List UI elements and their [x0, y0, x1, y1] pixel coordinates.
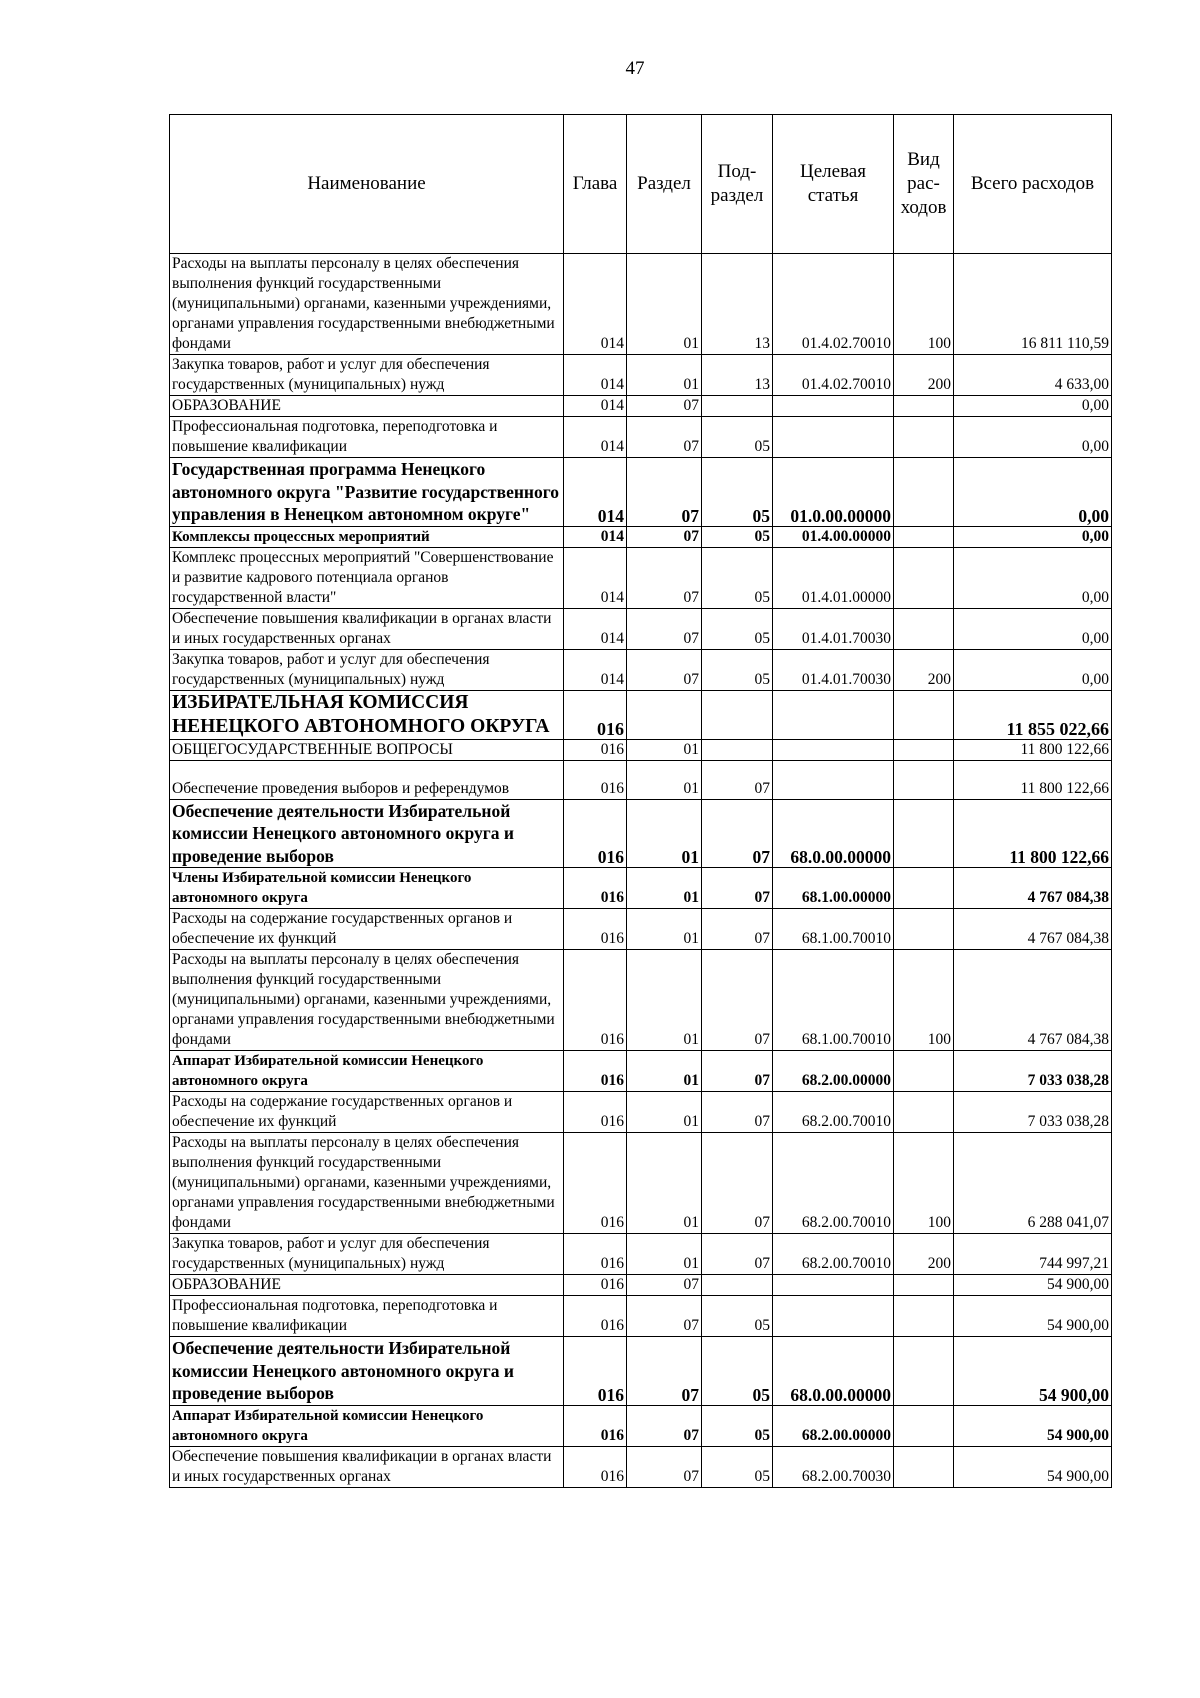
- cell-tselevaya: 68.0.00.00000: [773, 1337, 894, 1406]
- cell-vid: [894, 1405, 954, 1446]
- cell-tselevaya: 01.4.02.70010: [773, 355, 894, 396]
- cell-razdel: 07: [627, 1446, 702, 1487]
- cell-razdel: 07: [627, 1275, 702, 1296]
- cell-name: Обеспечение деятельности Избирательной комиссии Ненецкого автономного округа и проведение выборов: [170, 799, 564, 868]
- cell-podrazdel: 07: [702, 1092, 773, 1133]
- cell-glava: 016: [564, 739, 627, 760]
- cell-glava: 016: [564, 760, 627, 799]
- cell-podrazdel: 07: [702, 1051, 773, 1092]
- cell-vid: [894, 547, 954, 608]
- cell-razdel: 07: [627, 547, 702, 608]
- cell-razdel: 07: [627, 526, 702, 547]
- cell-name: Закупка товаров, работ и услуг для обеспечения государственных (муниципальных) нужд: [170, 649, 564, 690]
- cell-vid: 200: [894, 1234, 954, 1275]
- cell-tselevaya: 68.1.00.00000: [773, 868, 894, 909]
- cell-glava: 016: [564, 690, 627, 739]
- cell-vid: [894, 1337, 954, 1406]
- cell-razdel: 01: [627, 355, 702, 396]
- cell-name: ОБЩЕГОСУДАРСТВЕННЫЕ ВОПРОСЫ: [170, 739, 564, 760]
- cell-glava: 014: [564, 254, 627, 355]
- cell-vid: 200: [894, 355, 954, 396]
- cell-tselevaya: 01.4.01.70030: [773, 649, 894, 690]
- cell-razdel: 01: [627, 1092, 702, 1133]
- cell-tselevaya: 68.1.00.70010: [773, 950, 894, 1051]
- cell-name: Обеспечение деятельности Избирательной комиссии Ненецкого автономного округа и проведение выборов: [170, 1337, 564, 1406]
- table-row: [170, 254, 1112, 355]
- header-glava: Глава: [564, 115, 627, 254]
- header-tselevaya: Целевая статья: [773, 115, 894, 254]
- cell-total: 4 767 084,38: [954, 909, 1112, 950]
- cell-total: 11 800 122,66: [954, 739, 1112, 760]
- cell-tselevaya: 68.2.00.70010: [773, 1092, 894, 1133]
- cell-tselevaya: 01.4.01.00000: [773, 547, 894, 608]
- cell-tselevaya: 68.1.00.70010: [773, 909, 894, 950]
- cell-vid: [894, 909, 954, 950]
- cell-tselevaya: 01.0.00.00000: [773, 458, 894, 527]
- cell-razdel: 07: [627, 458, 702, 527]
- cell-glava: 016: [564, 1296, 627, 1337]
- table-row: [170, 526, 1112, 547]
- header-vid: Вид рас-ходов: [894, 115, 954, 254]
- cell-total: 11 855 022,66: [954, 690, 1112, 739]
- cell-name: Профессиональная подготовка, переподготовка и повышение квалификации: [170, 417, 564, 458]
- cell-razdel: 01: [627, 909, 702, 950]
- cell-total: 6 288 041,07: [954, 1133, 1112, 1234]
- cell-vid: [894, 739, 954, 760]
- cell-podrazdel: 07: [702, 799, 773, 868]
- cell-glava: 016: [564, 909, 627, 950]
- table-row: [170, 950, 1112, 1051]
- cell-razdel: 07: [627, 1337, 702, 1406]
- cell-podrazdel: 07: [702, 868, 773, 909]
- cell-podrazdel: 07: [702, 1234, 773, 1275]
- cell-vid: [894, 1296, 954, 1337]
- cell-podrazdel: 05: [702, 1337, 773, 1406]
- table-body: [170, 254, 1112, 1488]
- table-row: [170, 868, 1112, 909]
- cell-vid: 100: [894, 1133, 954, 1234]
- cell-total: 0,00: [954, 547, 1112, 608]
- cell-glava: 016: [564, 950, 627, 1051]
- cell-podrazdel: 07: [702, 909, 773, 950]
- header-podrazdel: Под-раздел: [702, 115, 773, 254]
- cell-podrazdel: 13: [702, 254, 773, 355]
- cell-podrazdel: 05: [702, 458, 773, 527]
- cell-glava: 016: [564, 799, 627, 868]
- table-row: [170, 1234, 1112, 1275]
- header-name: Наименование: [170, 115, 564, 254]
- table-row: [170, 1051, 1112, 1092]
- cell-glava: 016: [564, 1337, 627, 1406]
- cell-vid: [894, 526, 954, 547]
- table-row: [170, 458, 1112, 527]
- table-row: [170, 739, 1112, 760]
- cell-razdel: 01: [627, 868, 702, 909]
- cell-vid: [894, 760, 954, 799]
- cell-name: Расходы на содержание государственных органов и обеспечение их функций: [170, 909, 564, 950]
- cell-tselevaya: 01.4.00.00000: [773, 526, 894, 547]
- cell-name: Профессиональная подготовка, переподготовка и повышение квалификации: [170, 1296, 564, 1337]
- cell-vid: [894, 417, 954, 458]
- cell-vid: 100: [894, 950, 954, 1051]
- cell-podrazdel: [702, 739, 773, 760]
- table-row: [170, 909, 1112, 950]
- cell-glava: 016: [564, 868, 627, 909]
- cell-razdel: 01: [627, 739, 702, 760]
- header-razdel: Раздел: [627, 115, 702, 254]
- cell-podrazdel: 05: [702, 1296, 773, 1337]
- cell-glava: 014: [564, 396, 627, 417]
- cell-name: Комплекс процессных мероприятий "Совершенствование и развитие кадрового потенциала органов государственной власти": [170, 547, 564, 608]
- cell-razdel: 07: [627, 649, 702, 690]
- cell-tselevaya: 68.2.00.70030: [773, 1446, 894, 1487]
- table-row: [170, 1337, 1112, 1406]
- cell-total: 11 800 122,66: [954, 799, 1112, 868]
- cell-podrazdel: 07: [702, 950, 773, 1051]
- cell-glava: 014: [564, 547, 627, 608]
- expenditure-table: [169, 114, 1112, 1488]
- cell-podrazdel: [702, 1275, 773, 1296]
- cell-tselevaya: 01.4.02.70010: [773, 254, 894, 355]
- cell-vid: [894, 1275, 954, 1296]
- cell-name: Обеспечение повышения квалификации в органах власти и иных государственных органах: [170, 1446, 564, 1487]
- cell-glava: 016: [564, 1051, 627, 1092]
- cell-total: 0,00: [954, 526, 1112, 547]
- table-row: [170, 649, 1112, 690]
- cell-total: 54 900,00: [954, 1296, 1112, 1337]
- header-total: Всего расходов: [954, 115, 1112, 254]
- cell-razdel: 01: [627, 254, 702, 355]
- cell-total: 0,00: [954, 649, 1112, 690]
- cell-vid: [894, 458, 954, 527]
- table-row: [170, 1446, 1112, 1487]
- cell-podrazdel: 07: [702, 760, 773, 799]
- table-row: [170, 417, 1112, 458]
- cell-name: Аппарат Избирательной комиссии Ненецкого автономного округа: [170, 1051, 564, 1092]
- cell-name: Комплексы процессных мероприятий: [170, 526, 564, 547]
- cell-vid: [894, 1051, 954, 1092]
- cell-total: 0,00: [954, 458, 1112, 527]
- cell-total: 4 767 084,38: [954, 868, 1112, 909]
- cell-tselevaya: 68.0.00.00000: [773, 799, 894, 868]
- cell-name: Члены Избирательной комиссии Ненецкого автономного округа: [170, 868, 564, 909]
- table-header-row: [170, 115, 1112, 254]
- cell-vid: [894, 1446, 954, 1487]
- cell-podrazdel: 05: [702, 417, 773, 458]
- cell-total: 54 900,00: [954, 1275, 1112, 1296]
- table-row: [170, 1133, 1112, 1234]
- cell-total: 54 900,00: [954, 1446, 1112, 1487]
- cell-name: Закупка товаров, работ и услуг для обеспечения государственных (муниципальных) нужд: [170, 355, 564, 396]
- cell-vid: [894, 608, 954, 649]
- cell-name: Обеспечение проведения выборов и референдумов: [170, 760, 564, 799]
- cell-razdel: 01: [627, 760, 702, 799]
- cell-name: Расходы на выплаты персоналу в целях обеспечения выполнения функций государственными (муниципальными) органами, казенными учреждениями, органами управления государственными внебюджетными фондами: [170, 1133, 564, 1234]
- cell-total: 54 900,00: [954, 1405, 1112, 1446]
- cell-podrazdel: 05: [702, 547, 773, 608]
- cell-glava: 014: [564, 608, 627, 649]
- cell-razdel: 01: [627, 799, 702, 868]
- cell-glava: 016: [564, 1133, 627, 1234]
- cell-name: Государственная программа Ненецкого автономного округа "Развитие государственного управления в Ненецком автономном округе": [170, 458, 564, 527]
- table-row: [170, 1275, 1112, 1296]
- cell-total: 7 033 038,28: [954, 1092, 1112, 1133]
- cell-vid: [894, 396, 954, 417]
- cell-razdel: 07: [627, 417, 702, 458]
- cell-razdel: 01: [627, 950, 702, 1051]
- cell-total: 54 900,00: [954, 1337, 1112, 1406]
- cell-podrazdel: 05: [702, 1405, 773, 1446]
- cell-total: 11 800 122,66: [954, 760, 1112, 799]
- cell-glava: 014: [564, 355, 627, 396]
- table-row: [170, 690, 1112, 739]
- cell-tselevaya: [773, 417, 894, 458]
- cell-total: 7 033 038,28: [954, 1051, 1112, 1092]
- cell-razdel: 07: [627, 608, 702, 649]
- cell-razdel: 07: [627, 396, 702, 417]
- cell-podrazdel: [702, 396, 773, 417]
- cell-vid: [894, 799, 954, 868]
- cell-name: ИЗБИРАТЕЛЬНАЯ КОМИССИЯ НЕНЕЦКОГО АВТОНОМНОГО ОКРУГА: [170, 690, 564, 739]
- cell-glava: 016: [564, 1234, 627, 1275]
- cell-glava: 014: [564, 417, 627, 458]
- table-row: [170, 1405, 1112, 1446]
- cell-glava: 016: [564, 1405, 627, 1446]
- cell-glava: 016: [564, 1446, 627, 1487]
- cell-tselevaya: 01.4.01.70030: [773, 608, 894, 649]
- cell-name: Закупка товаров, работ и услуг для обеспечения государственных (муниципальных) нужд: [170, 1234, 564, 1275]
- table-row: [170, 760, 1112, 799]
- cell-vid: 100: [894, 254, 954, 355]
- cell-glava: 016: [564, 1275, 627, 1296]
- cell-total: 0,00: [954, 417, 1112, 458]
- table-row: [170, 1092, 1112, 1133]
- cell-tselevaya: [773, 396, 894, 417]
- cell-tselevaya: [773, 1275, 894, 1296]
- cell-total: 744 997,21: [954, 1234, 1112, 1275]
- cell-razdel: 01: [627, 1051, 702, 1092]
- cell-podrazdel: 05: [702, 608, 773, 649]
- cell-glava: 014: [564, 458, 627, 527]
- cell-total: 4 767 084,38: [954, 950, 1112, 1051]
- cell-vid: [894, 1092, 954, 1133]
- cell-tselevaya: [773, 1296, 894, 1337]
- table-row: [170, 547, 1112, 608]
- table-row: [170, 396, 1112, 417]
- cell-glava: 016: [564, 1092, 627, 1133]
- cell-podrazdel: 05: [702, 1446, 773, 1487]
- cell-total: 4 633,00: [954, 355, 1112, 396]
- cell-glava: 014: [564, 649, 627, 690]
- cell-tselevaya: 68.2.00.00000: [773, 1405, 894, 1446]
- table-row: [170, 799, 1112, 868]
- cell-tselevaya: [773, 739, 894, 760]
- cell-name: Расходы на выплаты персоналу в целях обеспечения выполнения функций государственными (муниципальными) органами, казенными учреждениями, органами управления государственными внебюджетными фондами: [170, 254, 564, 355]
- cell-name: Аппарат Избирательной комиссии Ненецкого автономного округа: [170, 1405, 564, 1446]
- cell-razdel: 07: [627, 1296, 702, 1337]
- cell-tselevaya: 68.2.00.70010: [773, 1234, 894, 1275]
- cell-vid: [894, 868, 954, 909]
- cell-tselevaya: 68.2.00.70010: [773, 1133, 894, 1234]
- cell-podrazdel: 07: [702, 1133, 773, 1234]
- cell-razdel: 01: [627, 1133, 702, 1234]
- cell-podrazdel: [702, 690, 773, 739]
- cell-razdel: [627, 690, 702, 739]
- cell-podrazdel: 13: [702, 355, 773, 396]
- cell-vid: [894, 690, 954, 739]
- cell-podrazdel: 05: [702, 526, 773, 547]
- cell-tselevaya: 68.2.00.00000: [773, 1051, 894, 1092]
- cell-glava: 014: [564, 526, 627, 547]
- cell-tselevaya: [773, 760, 894, 799]
- table-row: [170, 1296, 1112, 1337]
- cell-total: 0,00: [954, 608, 1112, 649]
- cell-name: Расходы на содержание государственных органов и обеспечение их функций: [170, 1092, 564, 1133]
- cell-vid: 200: [894, 649, 954, 690]
- cell-name: ОБРАЗОВАНИЕ: [170, 396, 564, 417]
- table-row: [170, 608, 1112, 649]
- cell-total: 16 811 110,59: [954, 254, 1112, 355]
- cell-total: 0,00: [954, 396, 1112, 417]
- cell-razdel: 01: [627, 1234, 702, 1275]
- cell-name: Расходы на выплаты персоналу в целях обеспечения выполнения функций государственными (муниципальными) органами, казенными учреждениями, органами управления государственными внебюджетными фондами: [170, 950, 564, 1051]
- cell-razdel: 07: [627, 1405, 702, 1446]
- cell-name: ОБРАЗОВАНИЕ: [170, 1275, 564, 1296]
- page-number: 47: [625, 58, 645, 79]
- cell-name: Обеспечение повышения квалификации в органах власти и иных государственных органах: [170, 608, 564, 649]
- cell-podrazdel: 05: [702, 649, 773, 690]
- table-row: [170, 355, 1112, 396]
- cell-tselevaya: [773, 690, 894, 739]
